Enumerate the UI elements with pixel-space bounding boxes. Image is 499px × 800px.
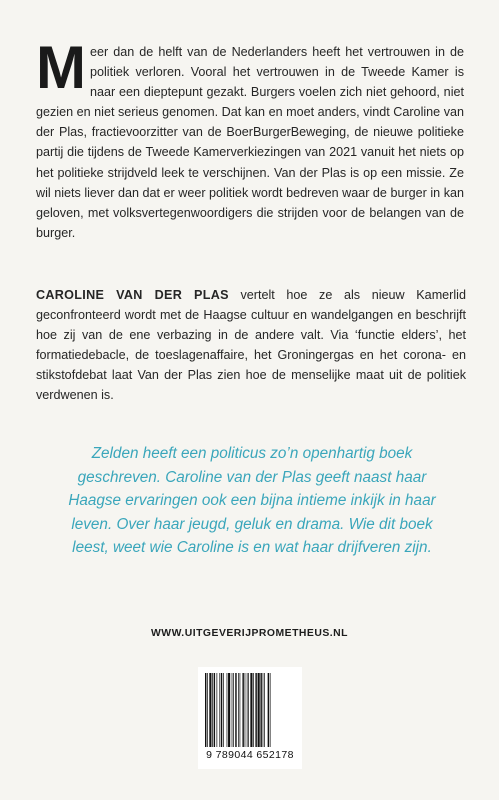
barcode-bar (205, 673, 206, 747)
barcode-bar (253, 673, 254, 747)
barcode-bar (221, 673, 222, 747)
barcode-bar (248, 673, 249, 747)
intro-text: eer dan de helft van de Nederlanders heeft het vertrouwen in de politiek verloren. Vooral het vertrouwen in de Tweede Kamer is naar een dieptepunt gezakt. Burgers voelen zich niet gehoord, niet gezien en niet serieus genomen. Dat kan en moet anders, vindt Caroline van der Plas, fractievoorzitter van de BoerBurgerBeweging, de nieuwe politieke partij die tijdens de Tweede Kamerverkiezingen van 2021 vanuit het niets op het politieke strijdveld leek te verschijnen. Van der Plas is op een missie. Ze wil niets liever dan dat er weer politiek wordt bedreven waar de burger in kan geloven, met volksvertegenwoordigers die strijden voor de belangen van de burger. (36, 45, 464, 240)
barcode-bar (258, 673, 260, 747)
barcode-bar (223, 673, 224, 747)
barcode-bar (232, 673, 233, 747)
barcode-bar (238, 673, 239, 747)
barcode-bar (242, 673, 243, 747)
barcode-bar (263, 673, 264, 747)
barcode-bar (227, 673, 228, 747)
barcode-bar (207, 673, 208, 747)
barcode-bar (209, 673, 211, 747)
publisher-url: WWW.UITGEVERIJPROMETHEUS.NL (150, 628, 349, 639)
barcode-bar (212, 673, 213, 747)
author-name: CAROLINE VAN DER PLAS (36, 288, 229, 302)
barcode-bar (255, 673, 256, 747)
barcode-bar (233, 673, 234, 747)
barcode-bar (235, 673, 236, 747)
barcode-bar (250, 673, 252, 747)
barcode-bar (245, 673, 246, 747)
barcode-bar (270, 673, 271, 747)
barcode-bar (260, 673, 261, 747)
barcode-bar (264, 673, 265, 747)
intro-paragraph (36, 34, 464, 243)
author-bio-text: vertelt hoe ze als nieuw Kamerlid geconfronteerd wordt met de Haagse cultuur en wandelgangen en beschrijft hoe zij van de ene verbazing in de andere valt. Via ‘functie elders’, het formatiedebacle, de toeslagenaffaire, het Groningergas en het corona- en stikstofdebat laat Van der Plas zien hoe de menselijke maat uit de politiek verdwenen is. (36, 288, 466, 403)
barcode-bar (228, 673, 230, 747)
author-bio-paragraph (36, 285, 466, 406)
pull-quote: Zelden heeft een politicus zo’n openhartig boek geschreven. Caroline van der Plas geeft naast haar Haagse ervaringen ook een bijna intieme inkijk in haar leven. Over haar jeugd, geluk en drama. Wie dit boek leest, weet wie Caroline is en wat haar drijfveren zijn. (68, 445, 436, 557)
barcode-digits: 9 789044 652178 (206, 749, 294, 761)
isbn-barcode (198, 667, 302, 769)
barcode-bar (219, 673, 220, 747)
barcode-bar (247, 673, 248, 747)
barcode-bar (240, 673, 241, 747)
barcode-bars (204, 673, 296, 747)
barcode-bar (214, 673, 215, 747)
barcode-bar (217, 673, 218, 747)
barcode-bar (268, 673, 269, 747)
drop-cap: M (36, 34, 86, 101)
